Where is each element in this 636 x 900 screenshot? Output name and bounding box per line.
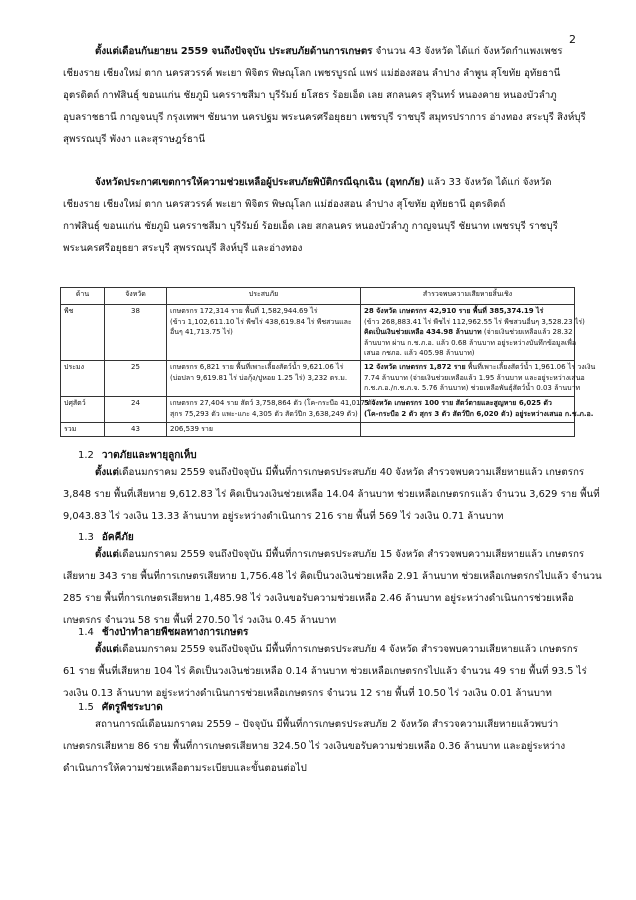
damage-summary: 12 จังหวัด เกษตรกร 1,872 ราย [364,363,466,371]
affected-line: เกษตรกร 27,404 ราย สัตว์ 3,758,864 ตัว (โค-กระบือ 41,017 ตัว [170,399,376,407]
table-total-row [61,423,575,437]
s12-line3: 9,043.83 ไร่ วงเงิน 13.33 ล้านบาท อยู่ระหว่างดำเนินการ 216 ราย พื้นที่ 569 ไร่ วงเงิน 0.71 ล้านบาท [63,511,504,522]
damage-line: พื้นที่เพาะเลี้ยงสัตว์น้ำ 1,961.06 ไร่ วงเงิน [465,363,596,371]
para2-lead: จังหวัดประกาศเขตการให้ความช่วยเหลือผู้ประสบภัยพิบัติกรณีฉุกเฉิน (อุทกภัย) [95,177,425,188]
damage-line: 7.74 ล้านบาท (จ่ายเงินช่วยเหลือแล้ว 1.95 ล้านบาท และอยู่ระหว่างเสนอ [364,373,585,382]
s15-line2: เกษตรกรเสียหาย 86 ราย พื้นที่การเกษตรเสียหาย 324.50 ไร่ วงเงินขอรับความช่วยเหลือ 0.36 ล้านบาท และอยู่ระหว่าง [63,741,566,752]
damage-status: อยู่ระหว่างเสนอ ก.ช.ภ.อ. [512,409,594,418]
damage-table [60,287,596,437]
para2-line2: เชียงราย เชียงใหม่ ตาก นครสวรรค์ พะเยา พิจิตร พิษณุโลก แม่ฮ่องสอน ลำปาง สุโขทัย อุทัยธานี อุตรดิตถ์ [63,199,506,210]
damage-line: (ข้าว 268,883.41 ไร่ พืชไร่ 112,962.55 ไร่ พืชสวนอื่นๆ 3,528.23 ไร่) [364,317,585,326]
para1-line5: สุพรรณบุรี พังงา และสุราษฎร์ธานี [63,134,206,145]
row-province-count: 25 [105,361,167,397]
row-damage [361,361,596,397]
section-1-2-body [63,462,600,528]
agri-disaster-paragraph [63,41,586,151]
row-province-count: 38 [105,305,167,361]
affected-line: อื่นๆ 41,713.75 ไร่) [170,328,233,336]
total-affected: 206,539 ราย [167,423,361,437]
s14-lead: ตั้งแต่ [95,644,119,655]
affected-line: เกษตรกร 172,314 ราย พื้นที่ 1,582,944.69 ไร่ [170,307,318,315]
table-row [61,305,575,361]
total-damage [361,423,575,437]
section-1-2-heading: 1.2 วาตภัยและพายุลูกเห็บ [78,450,197,461]
page-number: 2 [569,33,576,46]
s13-line2: เสียหาย 343 ราย พื้นที่การเกษตรเสียหาย 1,756.48 ไร่ คิดเป็นวงเงินช่วยเหลือ 2.91 ล้านบาท ช่วยเหลือเกษตรกรไปแล้ว จำนวน [63,571,602,582]
table-header-row [61,288,575,305]
para1-line4: อุบลราชธานี กาญจนบุรี กรุงเทพฯ ชัยนาท นครปฐม พระนครศรีอยุธยา เพชรบุรี ราชบุรี สมุทรปราการ อ่างทอง สระบุรี สิงห์บุรี [63,112,586,123]
row-side: ประมง [61,361,105,397]
row-damage [361,305,585,361]
s12-line1: เดือนมกราคม 2559 จนถึงปัจจุบัน มีพื้นที่การเกษตรประสบภัย 40 จังหวัด สำรวจพบความเสียหายแล้ว เกษตรกร [118,467,585,478]
para1-lead: ตั้งแต่เดือนกันยายน 2559 จนถึงปัจจุบัน ประสบภัยด้านการเกษตร [95,46,373,57]
row-affected [167,361,361,397]
affected-line: (ข้าว 1,102,611.10 ไร่ พืชไร่ 438,619.84 ไร่ พืชสวนและ [170,317,352,326]
para2-line3: กาฬสินธุ์ ขอนแก่น ชัยภูมิ นครราชสีมา บุรีรัมย์ ร้อยเอ็ด เลย สกลนคร หนองบัวลำภู กาญจนบุรี ชัยนาท เพชรบุรี ราชบุรี [63,221,558,232]
s15-line3: ดำเนินการให้ความช่วยเหลือตามระเบียบและขั้นตอนต่อไป [63,763,307,774]
header-side: ด้าน [61,288,105,305]
total-province-count: 43 [105,423,167,437]
section-1-4-body [63,639,587,705]
section-1-5-heading: 1.5 ศัตรูพืชระบาด [78,702,163,713]
damage-summary: 28 จังหวัด เกษตรกร 42,910 ราย พื้นที่ 385,374.19 ไร่ [364,307,544,315]
row-side: พืช [61,305,105,361]
s13-lead: ตั้งแต่ [95,549,119,560]
affected-line: เกษตรกร 6,821 ราย พื้นที่เพาะเลี้ยงสัตว์น้ำ 9,621.06 ไร่ [170,363,344,371]
section-1-5-body [63,714,571,780]
s12-line2: 3,848 ราย พื้นที่เสียหาย 9,612.83 ไร่ คิดเป็นวงเงินช่วยเหลือ 14.04 ล้านบาท ช่วยเหลือเกษตรกรแล้ว จำนวน 3,629 ราย พื้นที่ [63,489,600,500]
row-affected [167,397,376,423]
row-affected [167,305,361,361]
damage-line: (จ่ายเงินช่วยเหลือแล้ว 28.32 [481,328,573,336]
damage-line: ล้านบาท ผ่าน ก.ช.ภ.อ. แล้ว 0.68 ล้านบาท อยู่ระหว่างบันทึกข้อมูลเพื่อ [364,338,577,347]
total-label: รวม [61,423,105,437]
table-row [61,361,575,397]
header-affected: ประสบภัย [167,288,361,305]
header-province: จังหวัด [105,288,167,305]
affected-line: (บ่อปลา 9,619.81 ไร่ บ่อกุ้ง/ปูหอย 1.25 ไร่) 3,232 ตร.ม. [170,373,348,382]
s14-line2: 61 ราย พื้นที่เสียหาย 104 ไร่ คิดเป็นวงเงินช่วยเหลือ 0.14 ล้านบาท ช่วยเหลือเกษตรกรไปแล้ว จำนวน 49 ราย พื้นที่ 93.5 ไร่ [63,666,587,677]
section-1-4-heading: 1.4 ช้างป่าทำลายพืชผลทางการเกษตร [78,627,249,638]
damage-line: เสนอ กชภอ. แล้ว 405.98 ล้านบาท) [364,349,475,357]
section-1-3-heading: 1.3 อัคคีภัย [78,532,134,543]
damage-summary: 5 จังหวัด เกษตรกร 100 ราย สัตว์ตายและสูญหาย 6,025 ตัว [364,399,552,407]
s12-lead: ตั้งแต่ [95,467,119,478]
s13-line4: เกษตรกร จำนวน 58 ราย พื้นที่ 270.50 ไร่ วงเงิน 0.45 ล้านบาท [63,615,337,626]
header-damage: สำรวจพบความเสียหายสิ้นเชิง [361,288,575,305]
row-side: ปศุสัตว์ [61,397,105,423]
damage-line: (โค-กระบือ 2 ตัว สุกร 3 ตัว สัตว์ปีก 6,020 ตัว) [364,409,513,418]
damage-line: ก.ช.ภ.อ./ก.ช.ภ.จ. 5.76 ล้านบาท) ช่วยเหลือพันธุ์สัตว์น้ำ 0.03 ล้านบาท [364,384,581,392]
emergency-zone-paragraph [63,172,571,260]
damage-aid: คิดเป็นเงินช่วยเหลือ 434.98 ล้านบาท [364,328,482,336]
row-damage [361,397,594,423]
para2-line4: พระนครศรีอยุธยา สระบุรี สุพรรณบุรี สิงห์บุรี และอ่างทอง [63,243,303,254]
para1-line2: เชียงราย เชียงใหม่ ตาก นครสวรรค์ พะเยา พิจิตร พิษณุโลก เพชรบูรณ์ แพร่ แม่ฮ่องสอน ลำปาง ลำพูน สุโขทัย อุทัยธานี [63,68,561,79]
para1-line3: อุตรดิตถ์ กาฬสินธุ์ ขอนแก่น ชัยภูมิ นครราชสีมา บุรีรัมย์ ยโสธร ร้อยเอ็ด เลย สกลนคร สุรินทร์ หนองคาย หนองบัวลำภู [63,90,557,101]
para1-line1: จำนวน 43 จังหวัด ได้แก่ จังหวัดกำแพงเพชร [372,46,563,57]
section-1-3-body [63,544,602,632]
s15-line1: สถานการณ์เดือนมกราคม 2559 – ปัจจุบัน มีพื้นที่การเกษตรประสบภัย 2 จังหวัด สำรวจความเสียหายแล้วพบว่า [95,719,559,730]
row-province-count: 24 [105,397,167,423]
s13-line1: เดือนมกราคม 2559 จนถึงปัจจุบัน มีพื้นที่การเกษตรประสบภัย 15 จังหวัด สำรวจพบความเสียหายแล้ว เกษตรกร [118,549,585,560]
s14-line1: เดือนมกราคม 2559 จนถึงปัจจุบัน มีพื้นที่การเกษตรประสบภัย 4 จังหวัด สำรวจพบความเสียหายแล้ว เกษตรกร [118,644,578,655]
table-row [61,397,575,423]
s13-line3: 285 ราย พื้นที่การเกษตรเสียหาย 1,485.98 ไร่ วงเงินขอรับความช่วยเหลือ 2.46 ล้านบาท อยู่ระหว่างดำเนินการช่วยเหลือ [63,593,574,604]
s14-line3: วงเงิน 0.13 ล้านบาท อยู่ระหว่างดำเนินการช่วยเหลือเกษตรกร จำนวน 12 ราย พื้นที่ 10.50 ไร่ วงเงิน 0.01 ล้านบาท [63,688,552,699]
affected-line: สุกร 75,293 ตัว แพะ-แกะ 4,305 ตัว สัตว์ปีก 3,638,249 ตัว) [170,409,358,418]
para2-line1: แล้ว 33 จังหวัด ได้แก่ จังหวัด [424,177,552,188]
